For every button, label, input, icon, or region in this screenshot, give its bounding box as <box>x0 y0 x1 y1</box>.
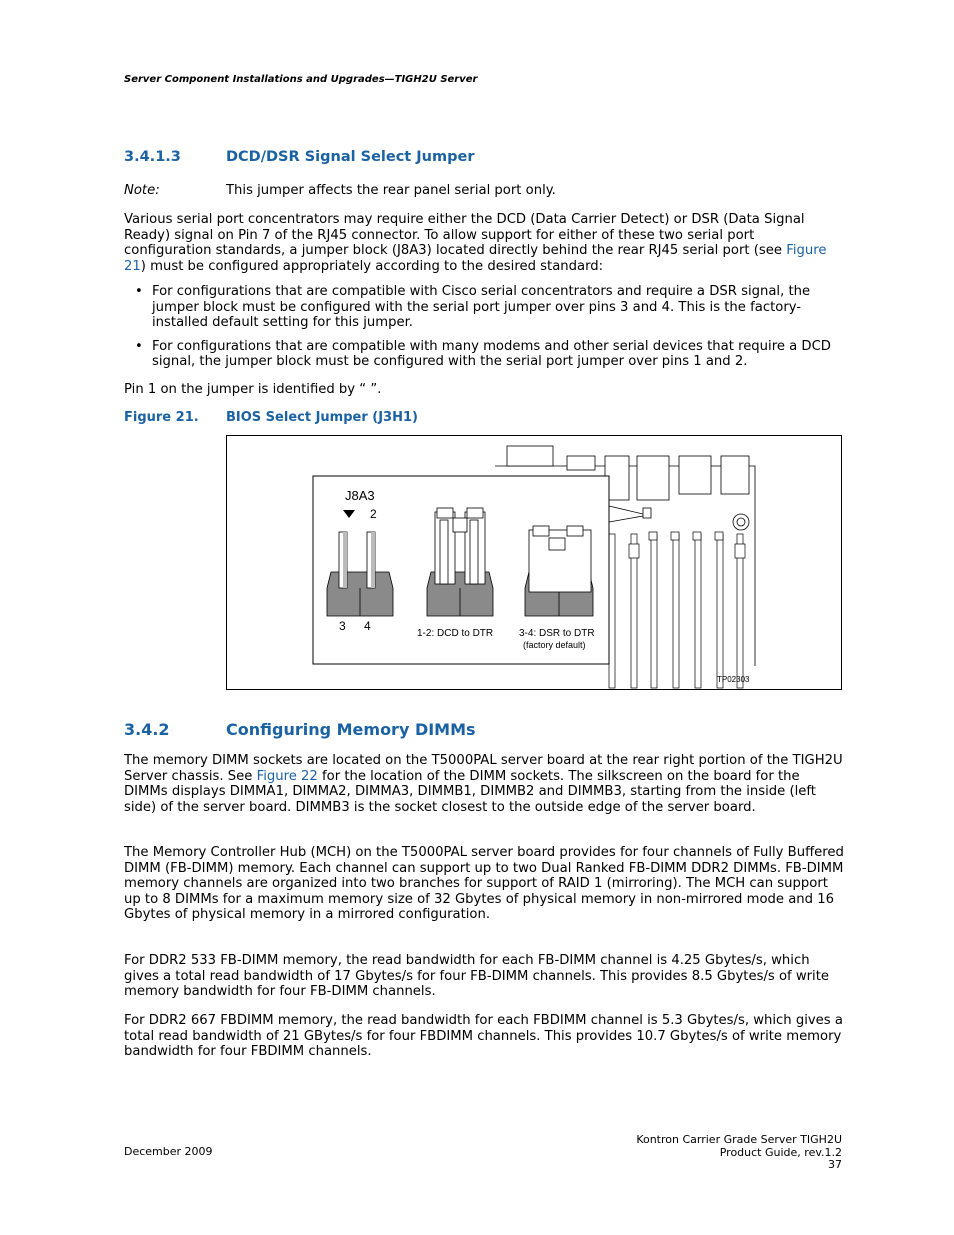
bullet-icon: • <box>135 284 143 299</box>
jumper-diagram <box>227 436 841 689</box>
figure-title: BIOS Select Jumper (J3H1) <box>226 410 418 425</box>
footer-date: December 2009 <box>124 1145 213 1158</box>
caption-dsr-default: (factory default) <box>523 640 586 650</box>
page-number: 37 <box>828 1158 842 1171</box>
caption-dcd: 1-2: DCD to DTR <box>417 628 494 639</box>
running-header: Server Component Installations and Upgrades—TIGH2U Server <box>124 74 478 85</box>
pin-note: Pin 1 on the jumper is identified by “ ”. <box>124 382 382 397</box>
pin-label-4: 4 <box>364 619 371 633</box>
section-title: DCD/DSR Signal Select Jumper <box>226 149 475 165</box>
section-number: 3.4.2 <box>124 720 170 739</box>
tp-code: TP02303 <box>717 675 750 684</box>
figure-21 <box>226 435 842 690</box>
section-title: Configuring Memory DIMMs <box>226 720 476 739</box>
jumper-name: J8A3 <box>345 488 375 503</box>
bullet-list <box>124 284 844 378</box>
figure-22-link[interactable]: Figure 22 <box>256 768 318 784</box>
footer-doc-revision: Product Guide, rev.1.2 <box>719 1145 842 1159</box>
note-label: Note: <box>124 183 160 198</box>
paragraph: For DDR2 667 FBDIMM memory, the read bandwidth for each FBDIMM channel is 5.3 Gbytes/s, which gives a total read bandwidth of 21 GBytes/s for four FBDIMM channels. This provides 10.7 Gbytes/s of write memory bandwidth for four FBDIMM channels. <box>124 1013 843 1060</box>
jumper-dsr-setting <box>525 526 593 616</box>
paragraph: The memory DIMM sockets are located on the T5000PAL server board at the rear right portion of the TIGH2U Server chassis. See Figure 22 for the location of the DIMM sockets. The silkscreen on the board for the DIMMs displays DIMMA1, DIMMA2, DIMMA3, DIMMB1, DIMMB2 and DIMMB3, starting from the inside (left side) of the server board. DIMMB3 is the socket closest to the outside edge of the server board. <box>124 753 843 815</box>
figure-21-link[interactable]: Figure 21 <box>124 243 827 274</box>
paragraph: The Memory Controller Hub (MCH) on the T5000PAL server board provides for four channels of Fully Buffered DIMM (FB-DIMM) memory. Each channel can support up to two Dual Ranked FB-DIMM DDR2 DIMMs. FB-DIMM memory channels are organized into two branches for support of RAID 1 (mirroring). The MCH can support up to 8 DIMMs for a maximum memory size of 32 Gbytes of physical memory in non-mirrored mode and 16 Gbytes of physical memory in a mirrored configuration. <box>124 845 844 923</box>
list-item: • For configurations that are compatible with Cisco serial concentrators and require a DSR signal, the jumper block must be configured with the serial port jumper over pins 3 and 4. This is the factory-installed default setting for this jumper. <box>135 284 811 331</box>
note-text: This jumper affects the rear panel serial port only. <box>226 183 556 198</box>
figure-label: Figure 21. <box>124 410 199 425</box>
pin-label-3: 3 <box>339 619 346 633</box>
pin-label-2: 2 <box>370 507 377 521</box>
footer-doc-info <box>636 1134 842 1172</box>
dimm-sockets <box>609 532 745 688</box>
footer-doc-title: Kontron Carrier Grade Server TIGH2U <box>636 1133 842 1146</box>
caption-dsr: 3-4: DSR to DTR <box>519 628 595 639</box>
bullet-icon: • <box>135 338 143 354</box>
section-number: 3.4.1.3 <box>124 149 181 165</box>
list-item: • For configurations that are compatible with many modems and other serial devices that require a DCD signal, the jumper block must be configured with the serial port jumper over pins 1 and 2. <box>135 338 831 370</box>
paragraph: Various serial port concentrators may require either the DCD (Data Carrier Detect) or DSR (Data Signal Ready) signal on Pin 7 of the RJ45 connector. To allow support for either of these two serial port configuration standards, a jumper block (J8A3) located directly behind the rear RJ45 serial port (see Figure 21) must be configured appropriately according to the desired standard: <box>124 212 827 274</box>
paragraph: For DDR2 533 FB-DIMM memory, the read bandwidth for each FB-DIMM channel is 4.25 Gbytes/s, which gives a total read bandwidth of 17 Gbytes/s for four FB-DIMM channels. This provides 8.5 Gbytes/s of write memory bandwidth for four FB-DIMM channels. <box>124 953 830 1000</box>
